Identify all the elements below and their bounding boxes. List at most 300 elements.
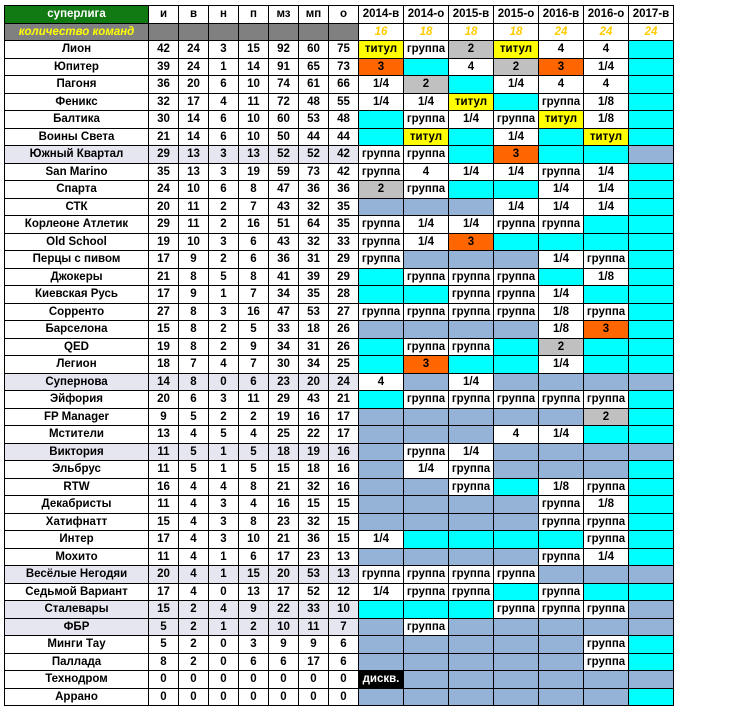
stat-goals-for: 72 (269, 93, 299, 111)
stat-goals-for: 47 (269, 303, 299, 321)
stat-goals-for: 16 (269, 496, 299, 514)
stat-wins: 2 (179, 653, 209, 671)
season-result (539, 688, 584, 706)
season-result: 2 (449, 41, 494, 59)
season-result (494, 443, 539, 461)
season-result: 1/4 (359, 531, 404, 549)
season-result: 3 (539, 58, 584, 76)
season-result (404, 251, 449, 269)
season-result (494, 583, 539, 601)
stat-games: 18 (149, 356, 179, 374)
season-result (629, 216, 674, 234)
season-result: 1/4 (494, 128, 539, 146)
stat-points: 15 (329, 531, 359, 549)
stat-losses: 11 (239, 93, 269, 111)
stat-points: 55 (329, 93, 359, 111)
season-result (629, 128, 674, 146)
stat-wins: 8 (179, 321, 209, 339)
stat-points: 24 (329, 373, 359, 391)
season-result (584, 461, 629, 479)
stat-games: 21 (149, 128, 179, 146)
stat-games: 13 (149, 426, 179, 444)
stat-losses: 10 (239, 531, 269, 549)
season-result: 1/4 (404, 233, 449, 251)
stat-goals-for: 18 (269, 443, 299, 461)
stat-wins: 8 (179, 338, 209, 356)
season-result (539, 618, 584, 636)
table-row (5, 671, 674, 689)
stat-losses: 14 (239, 58, 269, 76)
season-result: 4 (449, 58, 494, 76)
season-result (494, 671, 539, 689)
stat-points: 48 (329, 111, 359, 129)
season-result: 1/4 (584, 198, 629, 216)
stat-games: 19 (149, 233, 179, 251)
stat-goals-for: 50 (269, 128, 299, 146)
season-result (629, 41, 674, 59)
season-result: 1/4 (494, 163, 539, 181)
stat-losses: 10 (239, 128, 269, 146)
season-result (359, 513, 404, 531)
stat-games: 35 (149, 163, 179, 181)
stat-points: 6 (329, 653, 359, 671)
stat-goals-against: 32 (299, 198, 329, 216)
stat-games: 27 (149, 303, 179, 321)
season-result (359, 688, 404, 706)
season-result (629, 251, 674, 269)
season-result (584, 566, 629, 584)
stat-points: 35 (329, 198, 359, 216)
team-count-value: 24 (629, 23, 674, 41)
season-result: 1/4 (494, 198, 539, 216)
stat-losses: 5 (239, 443, 269, 461)
team-name: San Marino (5, 163, 149, 181)
stat-points: 16 (329, 461, 359, 479)
stat-losses: 8 (239, 478, 269, 496)
season-result: группа (359, 163, 404, 181)
stat-wins: 10 (179, 233, 209, 251)
season-result (359, 618, 404, 636)
season-result: 2 (494, 58, 539, 76)
table-row (5, 163, 674, 181)
stat-draws: 3 (209, 233, 239, 251)
col-header-season: 2015-в (449, 6, 494, 24)
season-result (629, 163, 674, 181)
season-result (449, 408, 494, 426)
season-result (359, 128, 404, 146)
season-result (449, 198, 494, 216)
season-result (404, 496, 449, 514)
stat-draws: 0 (209, 636, 239, 654)
stat-points: 26 (329, 338, 359, 356)
season-result (359, 636, 404, 654)
table-row (5, 303, 674, 321)
season-result: группа (404, 391, 449, 409)
season-result (584, 618, 629, 636)
stat-goals-against: 11 (299, 618, 329, 636)
season-result: 4 (404, 163, 449, 181)
stat-draws: 1 (209, 286, 239, 304)
season-result: группа (494, 216, 539, 234)
stat-goals-against: 43 (299, 391, 329, 409)
season-result: 1/4 (359, 583, 404, 601)
stat-wins: 8 (179, 303, 209, 321)
header-row (5, 6, 674, 24)
season-result: группа (359, 251, 404, 269)
stat-losses: 10 (239, 111, 269, 129)
stat-goals-against: 34 (299, 356, 329, 374)
blank-cell (269, 23, 299, 41)
season-result (494, 373, 539, 391)
season-result (539, 373, 584, 391)
stat-wins: 4 (179, 478, 209, 496)
stat-losses: 3 (239, 636, 269, 654)
stat-goals-against: 44 (299, 128, 329, 146)
stat-goals-against: 61 (299, 76, 329, 94)
stat-losses: 0 (239, 671, 269, 689)
season-result: 1/4 (359, 76, 404, 94)
season-result: 1/4 (584, 548, 629, 566)
season-result: группа (584, 601, 629, 619)
stat-draws: 3 (209, 391, 239, 409)
season-result: 1/4 (584, 181, 629, 199)
stat-goals-against: 35 (299, 286, 329, 304)
season-result (629, 443, 674, 461)
stat-wins: 24 (179, 58, 209, 76)
season-result: 1/4 (539, 426, 584, 444)
season-result (449, 321, 494, 339)
table-row (5, 58, 674, 76)
stat-goals-for: 0 (269, 688, 299, 706)
season-result (629, 268, 674, 286)
stat-losses: 8 (239, 268, 269, 286)
season-result: группа (404, 443, 449, 461)
team-count-value: 18 (494, 23, 539, 41)
stat-draws: 2 (209, 338, 239, 356)
stat-goals-for: 21 (269, 478, 299, 496)
stat-points: 66 (329, 76, 359, 94)
stat-points: 16 (329, 443, 359, 461)
season-result (404, 408, 449, 426)
team-name: Аррано (5, 688, 149, 706)
stat-goals-against: 52 (299, 583, 329, 601)
stat-goals-for: 47 (269, 181, 299, 199)
season-result: группа (359, 566, 404, 584)
stat-points: 44 (329, 128, 359, 146)
team-name: Сорренто (5, 303, 149, 321)
blank-cell (149, 23, 179, 41)
stat-games: 17 (149, 251, 179, 269)
season-result (359, 321, 404, 339)
stat-goals-against: 65 (299, 58, 329, 76)
season-result: группа (494, 566, 539, 584)
stat-losses: 0 (239, 688, 269, 706)
season-result: группа (584, 653, 629, 671)
col-header-season: 2016-о (584, 6, 629, 24)
season-result (449, 356, 494, 374)
stat-wins: 4 (179, 513, 209, 531)
season-result (629, 111, 674, 129)
stat-goals-for: 34 (269, 338, 299, 356)
team-count-label: количество команд (5, 23, 149, 41)
stat-games: 11 (149, 548, 179, 566)
season-result (494, 233, 539, 251)
stat-points: 16 (329, 478, 359, 496)
stat-points: 28 (329, 286, 359, 304)
season-result: 2 (404, 76, 449, 94)
stat-draws: 1 (209, 58, 239, 76)
season-result (539, 671, 584, 689)
standings-table-wrapper (4, 5, 674, 706)
stat-goals-for: 33 (269, 321, 299, 339)
team-name: RTW (5, 478, 149, 496)
stat-goals-for: 22 (269, 601, 299, 619)
table-row (5, 181, 674, 199)
stat-points: 26 (329, 321, 359, 339)
stat-draws: 4 (209, 356, 239, 374)
season-result (629, 321, 674, 339)
season-result: 1/4 (494, 76, 539, 94)
stat-goals-for: 52 (269, 146, 299, 164)
season-result: 1/4 (404, 461, 449, 479)
table-row (5, 93, 674, 111)
stat-draws: 1 (209, 566, 239, 584)
season-result (584, 373, 629, 391)
season-result (449, 671, 494, 689)
season-result (629, 531, 674, 549)
season-result (359, 338, 404, 356)
stat-goals-for: 29 (269, 391, 299, 409)
season-result: группа (539, 548, 584, 566)
season-result (584, 356, 629, 374)
stat-wins: 2 (179, 618, 209, 636)
stat-games: 36 (149, 76, 179, 94)
season-result (629, 636, 674, 654)
stat-losses: 6 (239, 251, 269, 269)
season-result: группа (404, 583, 449, 601)
season-result (584, 286, 629, 304)
stat-losses: 6 (239, 548, 269, 566)
stat-losses: 5 (239, 461, 269, 479)
season-result (359, 198, 404, 216)
season-result: 4 (584, 41, 629, 59)
table-row (5, 373, 674, 391)
stat-games: 20 (149, 566, 179, 584)
stat-goals-against: 0 (299, 688, 329, 706)
season-result: группа (449, 583, 494, 601)
stat-wins: 7 (179, 356, 209, 374)
season-result (539, 128, 584, 146)
season-result (494, 513, 539, 531)
stat-games: 29 (149, 146, 179, 164)
stat-goals-against: 53 (299, 303, 329, 321)
stat-games: 42 (149, 41, 179, 59)
stat-goals-against: 60 (299, 41, 329, 59)
season-result: 4 (584, 76, 629, 94)
stat-goals-against: 48 (299, 93, 329, 111)
stat-goals-for: 41 (269, 268, 299, 286)
table-row (5, 391, 674, 409)
stat-games: 11 (149, 443, 179, 461)
season-result (629, 58, 674, 76)
stat-wins: 13 (179, 146, 209, 164)
stat-games: 5 (149, 618, 179, 636)
season-result (629, 338, 674, 356)
stat-games: 30 (149, 111, 179, 129)
stat-losses: 6 (239, 653, 269, 671)
stat-losses: 13 (239, 583, 269, 601)
stat-wins: 2 (179, 636, 209, 654)
season-result: 3 (359, 58, 404, 76)
season-result: группа (359, 146, 404, 164)
stat-draws: 2 (209, 251, 239, 269)
stat-games: 29 (149, 216, 179, 234)
season-result: группа (359, 303, 404, 321)
team-name: Южный Квартал (5, 146, 149, 164)
season-result (359, 391, 404, 409)
stat-goals-against: 9 (299, 636, 329, 654)
team-name: Барселона (5, 321, 149, 339)
team-name: Хатифнатт (5, 513, 149, 531)
stat-points: 13 (329, 566, 359, 584)
stat-goals-for: 36 (269, 251, 299, 269)
team-name: FP Manager (5, 408, 149, 426)
stat-goals-for: 59 (269, 163, 299, 181)
season-result: 1/4 (404, 216, 449, 234)
season-result (629, 548, 674, 566)
table-row (5, 443, 674, 461)
col-header-draws: н (209, 6, 239, 24)
stat-goals-against: 73 (299, 163, 329, 181)
stat-points: 35 (329, 216, 359, 234)
season-result (359, 443, 404, 461)
season-result: группа (449, 566, 494, 584)
season-result (539, 443, 584, 461)
team-count-value: 24 (539, 23, 584, 41)
season-result: титул (359, 41, 404, 59)
col-header-season: 2015-о (494, 6, 539, 24)
stat-points: 27 (329, 303, 359, 321)
stat-draws: 4 (209, 93, 239, 111)
season-result: 1/8 (584, 111, 629, 129)
stat-wins: 24 (179, 41, 209, 59)
season-result (494, 688, 539, 706)
stat-losses: 7 (239, 356, 269, 374)
season-result: 2 (539, 338, 584, 356)
stat-games: 20 (149, 198, 179, 216)
team-name: Спарта (5, 181, 149, 199)
season-result: 1/8 (584, 93, 629, 111)
season-result: группа (539, 583, 584, 601)
season-result (584, 671, 629, 689)
season-result: группа (584, 391, 629, 409)
season-result (404, 548, 449, 566)
season-result: группа (404, 41, 449, 59)
stat-goals-for: 23 (269, 513, 299, 531)
stat-goals-for: 34 (269, 286, 299, 304)
stat-points: 10 (329, 601, 359, 619)
table-row (5, 513, 674, 531)
season-result (629, 671, 674, 689)
season-result: группа (404, 111, 449, 129)
team-name: Воины Света (5, 128, 149, 146)
season-result: 1/4 (539, 286, 584, 304)
season-result (404, 426, 449, 444)
blank-cell (179, 23, 209, 41)
season-result (359, 286, 404, 304)
stat-goals-against: 16 (299, 408, 329, 426)
season-result: группа (494, 111, 539, 129)
stat-points: 12 (329, 583, 359, 601)
blank-cell (239, 23, 269, 41)
season-result: группа (404, 268, 449, 286)
table-row (5, 636, 674, 654)
season-result: группа (359, 216, 404, 234)
stat-games: 17 (149, 583, 179, 601)
stat-draws: 5 (209, 268, 239, 286)
stat-wins: 8 (179, 373, 209, 391)
stat-goals-for: 17 (269, 583, 299, 601)
stat-points: 15 (329, 513, 359, 531)
col-header-games: и (149, 6, 179, 24)
stat-points: 75 (329, 41, 359, 59)
stat-goals-against: 53 (299, 566, 329, 584)
season-result (584, 443, 629, 461)
season-result (629, 93, 674, 111)
season-result (629, 76, 674, 94)
stat-points: 25 (329, 356, 359, 374)
stat-draws: 2 (209, 198, 239, 216)
stat-draws: 3 (209, 146, 239, 164)
season-result (494, 548, 539, 566)
season-result (359, 548, 404, 566)
stat-losses: 11 (239, 391, 269, 409)
stat-losses: 6 (239, 233, 269, 251)
stat-games: 20 (149, 391, 179, 409)
stat-games: 17 (149, 286, 179, 304)
season-result: группа (494, 286, 539, 304)
season-result (629, 583, 674, 601)
season-result (539, 461, 584, 479)
stat-wins: 2 (179, 601, 209, 619)
season-result (449, 618, 494, 636)
stat-games: 5 (149, 636, 179, 654)
stat-goals-for: 30 (269, 356, 299, 374)
season-result: титул (404, 128, 449, 146)
team-name: ФБР (5, 618, 149, 636)
season-result (494, 618, 539, 636)
stat-draws: 6 (209, 76, 239, 94)
season-result (404, 688, 449, 706)
season-result: группа (404, 303, 449, 321)
stat-goals-against: 32 (299, 233, 329, 251)
stat-points: 33 (329, 233, 359, 251)
season-result (404, 601, 449, 619)
season-result (629, 233, 674, 251)
season-result (449, 531, 494, 549)
team-count-value: 18 (404, 23, 449, 41)
stat-points: 0 (329, 671, 359, 689)
stat-draws: 6 (209, 181, 239, 199)
season-result: 1/4 (539, 251, 584, 269)
stat-goals-for: 20 (269, 566, 299, 584)
col-header-points: о (329, 6, 359, 24)
stat-goals-against: 20 (299, 373, 329, 391)
team-name: Декабристы (5, 496, 149, 514)
stat-losses: 15 (239, 41, 269, 59)
table-row (5, 268, 674, 286)
stat-losses: 4 (239, 496, 269, 514)
